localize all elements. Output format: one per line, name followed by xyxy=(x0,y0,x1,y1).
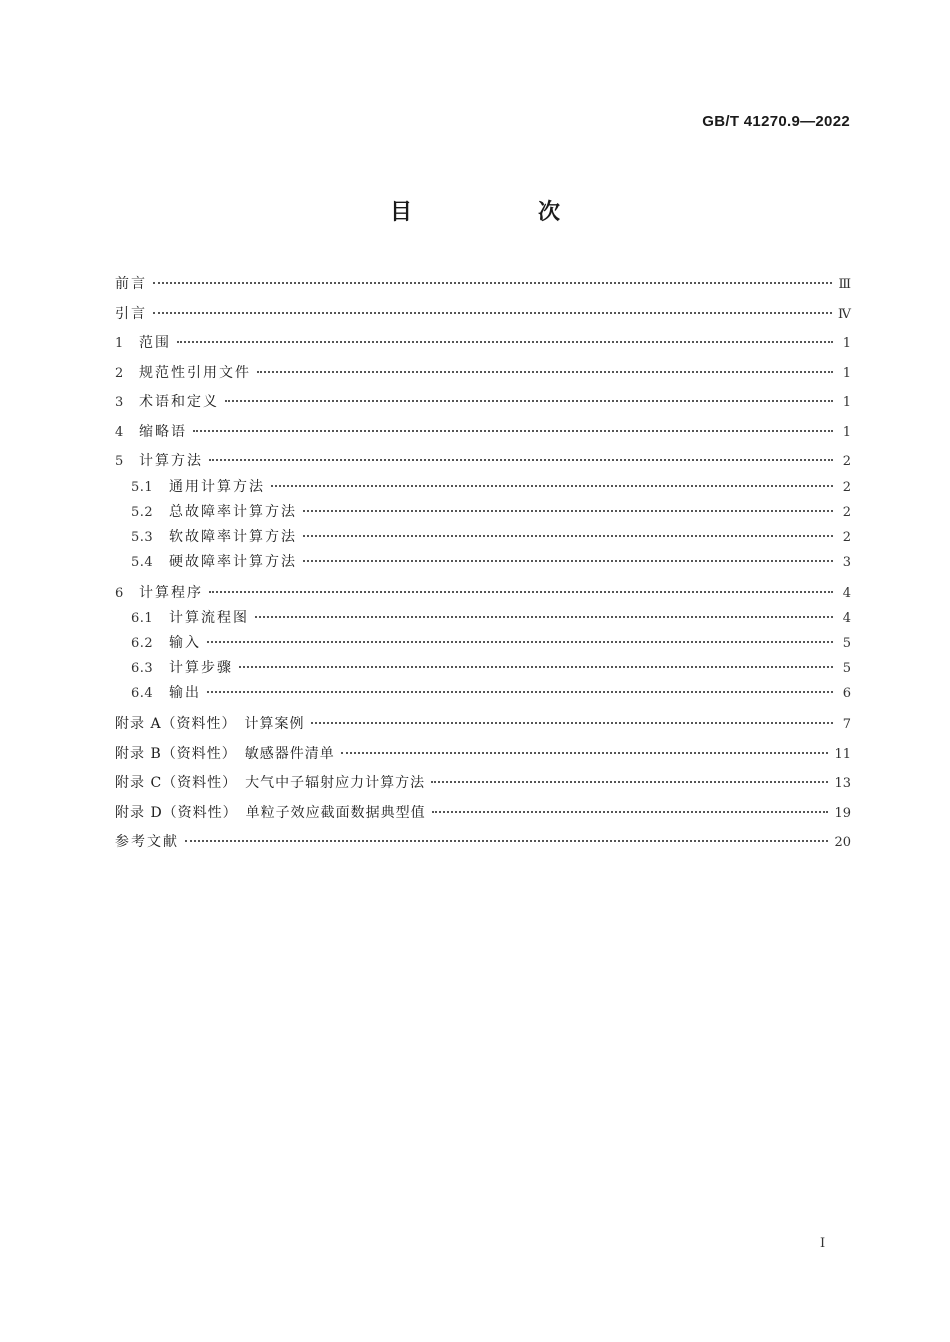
toc-entry-page: 2 xyxy=(842,504,851,520)
toc-leader-dots xyxy=(185,840,828,842)
toc-entry-label: 计算方法 xyxy=(139,453,203,469)
toc-entry-page: 1 xyxy=(842,365,851,381)
toc-entry-number: 6.3 xyxy=(131,661,154,676)
toc-entry[interactable] xyxy=(115,710,851,740)
toc-leader-dots xyxy=(209,459,833,461)
toc-entry-page: 2 xyxy=(842,454,851,469)
toc-entry-label: 通用计算方法 xyxy=(169,478,265,495)
footer-page-number: I xyxy=(820,1236,826,1251)
toc-entry-label: 缩略语 xyxy=(139,423,187,440)
toc-entry-label: 软故障率计算方法 xyxy=(169,528,297,545)
toc-entry-number: 5.4 xyxy=(131,554,154,570)
toc-leader-dots xyxy=(177,341,833,343)
toc-leader-dots xyxy=(257,371,833,373)
toc-entry-page: Ⅳ xyxy=(838,306,851,322)
toc-entry-label: 参考文献 xyxy=(115,834,179,850)
toc-entry-page: 1 xyxy=(842,424,851,440)
toc-entry-label: 计算步骤 xyxy=(169,660,233,676)
toc-entry[interactable] xyxy=(115,359,851,389)
toc-entry-page: 11 xyxy=(834,746,851,762)
toc-entry[interactable] xyxy=(115,799,851,829)
toc-leader-dots xyxy=(239,666,833,668)
toc-entry-page: 1 xyxy=(842,395,851,410)
toc-entry-page: 3 xyxy=(842,554,851,570)
toc-entry-page: Ⅲ xyxy=(838,277,851,292)
toc-entry-number: 5.1 xyxy=(131,479,154,495)
toc-entry-page: 4 xyxy=(842,585,851,601)
toc-leader-dots xyxy=(255,616,833,618)
toc-entry[interactable] xyxy=(115,828,851,858)
toc-entry-number: 5.3 xyxy=(131,529,154,545)
toc-leader-dots xyxy=(271,485,833,487)
toc-entry-number: 5.2 xyxy=(131,504,154,520)
toc-leader-dots xyxy=(303,535,833,537)
toc-entry[interactable] xyxy=(115,527,851,552)
toc-entry[interactable] xyxy=(115,502,851,527)
toc-entry-label: 输出 xyxy=(169,685,201,701)
toc-entry-number: 6 xyxy=(115,585,124,601)
toc-entry[interactable] xyxy=(115,270,851,300)
toc-entry[interactable] xyxy=(115,447,851,477)
toc-entry-label: 计算程序 xyxy=(139,584,203,601)
toc-entry-label: 附录 D（资料性） 单粒子效应截面数据典型值 xyxy=(115,804,426,821)
table-of-contents xyxy=(115,270,851,858)
toc-entry-number: 5 xyxy=(115,454,124,469)
toc-entry[interactable] xyxy=(115,418,851,448)
toc-entry-page: 5 xyxy=(842,661,851,676)
toc-leader-dots xyxy=(303,560,833,562)
toc-entry-page: 19 xyxy=(834,805,851,821)
toc-entry-label: 总故障率计算方法 xyxy=(169,503,297,520)
toc-entry-number: 2 xyxy=(115,365,124,381)
toc-entry-number: 6.4 xyxy=(131,686,154,701)
toc-leader-dots xyxy=(341,752,829,754)
toc-entry-number: 3 xyxy=(115,395,124,410)
toc-entry[interactable] xyxy=(115,683,851,708)
toc-leader-dots xyxy=(311,722,833,724)
toc-entry-page: 5 xyxy=(842,636,851,651)
toc-leader-dots xyxy=(153,312,832,314)
toc-entry-page: 2 xyxy=(842,529,851,545)
toc-leader-dots xyxy=(225,400,833,402)
toc-entry[interactable] xyxy=(115,552,851,577)
toc-leader-dots xyxy=(432,811,829,813)
toc-entry-number: 6.2 xyxy=(131,636,154,651)
toc-entry-label: 术语和定义 xyxy=(139,394,219,410)
toc-entry-label: 附录 B（资料性） 敏感器件清单 xyxy=(115,745,335,762)
toc-leader-dots xyxy=(153,282,832,284)
toc-entry-page: 2 xyxy=(842,479,851,495)
toc-leader-dots xyxy=(207,691,833,693)
toc-entry-label: 计算流程图 xyxy=(169,610,249,626)
toc-entry[interactable] xyxy=(115,579,851,609)
toc-entry[interactable] xyxy=(115,633,851,658)
toc-entry[interactable] xyxy=(115,740,851,770)
toc-leader-dots xyxy=(431,781,828,783)
toc-leader-dots xyxy=(209,591,833,593)
toc-entry[interactable] xyxy=(115,477,851,502)
toc-entry-number: 1 xyxy=(115,336,124,351)
toc-entry-label: 附录 A（资料性） 计算案例 xyxy=(115,716,305,732)
toc-entry-page: 20 xyxy=(834,835,851,850)
toc-leader-dots xyxy=(207,641,833,643)
toc-entry[interactable] xyxy=(115,608,851,633)
toc-entry-label: 范围 xyxy=(139,335,171,351)
toc-entry[interactable] xyxy=(115,300,851,330)
toc-entry-label: 引言 xyxy=(115,305,147,322)
toc-entry[interactable] xyxy=(115,769,851,799)
toc-entry-number: 4 xyxy=(115,424,124,440)
toc-entry-page: 1 xyxy=(842,336,851,351)
toc-entry-label: 输入 xyxy=(169,635,201,651)
toc-entry-number: 6.1 xyxy=(131,611,154,626)
toc-entry-page: 6 xyxy=(842,686,851,701)
toc-entry-label: 硬故障率计算方法 xyxy=(169,553,297,570)
toc-leader-dots xyxy=(193,430,833,432)
toc-entry-label: 附录 C（资料性） 大气中子辐射应力计算方法 xyxy=(115,775,426,791)
standard-number: GB/T 41270.9—2022 xyxy=(702,113,850,130)
toc-entry[interactable] xyxy=(115,388,851,418)
toc-entry-page: 7 xyxy=(842,717,851,732)
toc-entry[interactable] xyxy=(115,329,851,359)
toc-entry-page: 13 xyxy=(834,776,851,791)
toc-entry[interactable] xyxy=(115,658,851,683)
toc-entry-label: 规范性引用文件 xyxy=(139,364,251,381)
toc-entry-page: 4 xyxy=(842,611,851,626)
toc-leader-dots xyxy=(303,510,833,512)
page-title: 目 次 xyxy=(389,200,612,225)
toc-entry-label: 前言 xyxy=(115,276,147,292)
